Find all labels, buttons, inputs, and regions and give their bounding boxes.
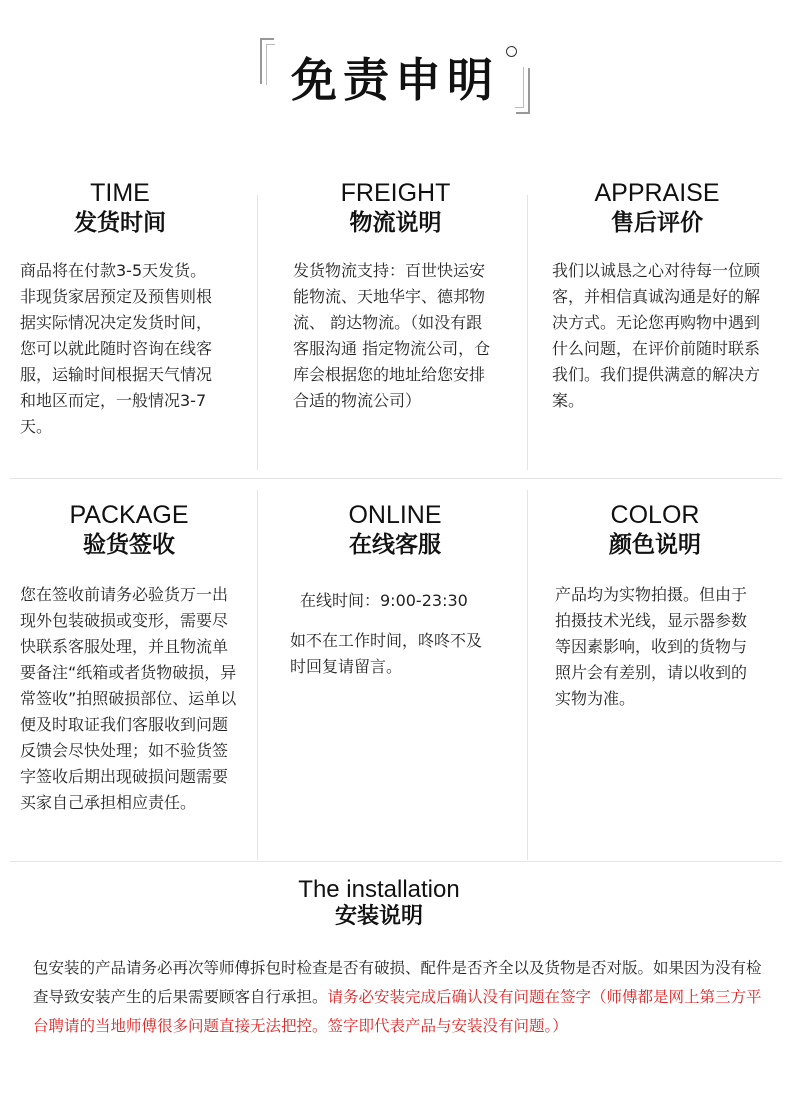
- page-title: 免责申明: [291, 53, 499, 107]
- installation-body-warning: 请务必安装完成后确认没有问题在签字（师傅都是网上第三方平台聘请的当地师傅很多问题直接无法把控。签字即代表产品与安装没有问题。）: [33, 988, 762, 1035]
- section-body: 我们以诚恳之心对待每一位顾客，并相信真诚沟通是好的解决方式。无论您再购物中遇到什么问题，在评价前随时联系我们。我们提供满意的解决方案。: [552, 261, 761, 410]
- left-corner-bracket: [260, 38, 274, 84]
- section-zh-title: 在线客服: [349, 532, 441, 558]
- section-appraise: [552, 178, 767, 414]
- section-en-title: APPRAISE: [594, 179, 720, 207]
- section-time: [20, 178, 220, 440]
- section-en-title: PACKAGE: [69, 501, 189, 529]
- divider-horizontal: [10, 478, 782, 479]
- installation-body-normal: 包安装的产品请务必再次等师傅拆包时检查是否有破损、配件是否齐全以及货物是否对版。如果因为没有检查导致安装产生的后果需要顾客自行承担。: [33, 959, 762, 1006]
- section-freight: [293, 178, 498, 414]
- section-package: [20, 500, 238, 816]
- section-zh-title: 物流说明: [349, 210, 442, 236]
- section-en-title: ONLINE: [348, 501, 442, 529]
- online-hours: 在线时间：9:00-23:30: [300, 591, 468, 610]
- section-zh-title: 颜色说明: [609, 532, 701, 558]
- right-corner-bracket: [516, 68, 530, 114]
- section-en-title: COLOR: [610, 501, 700, 529]
- title-period-mark: [506, 46, 517, 57]
- section-online: [290, 500, 495, 680]
- section-body: 您在签收前请务必验货万一出现外包装破损或变形，需要尽快联系客服处理，并且物流单要备注“纸箱或者货物破损，异常签收”拍照破损部位、运单以便及时取证我们客服收到问题反馈会尽快处理；如不验货签字签收后期出现破损问题需要买家自己承担相应责任。: [20, 585, 237, 812]
- section-body: 如不在工作时间，咚咚不及时回复请留言。: [290, 631, 483, 676]
- installation-en-title: The installation: [298, 876, 460, 903]
- divider-horizontal: [10, 861, 782, 862]
- section-zh-title: 售后评价: [611, 210, 703, 236]
- section-body: 商品将在付款3-5天发货。非现货家居预定及预售则根据实际情况决定发货时间，您可以就此随时咨询在线客服，运输时间根据天气情况和地区而定，一般情况3-7天。: [20, 261, 213, 436]
- section-zh-title: 验货签收: [83, 532, 175, 558]
- section-en-title: FREIGHT: [340, 179, 451, 207]
- installation-body: [33, 954, 768, 1041]
- title-area: [0, 30, 790, 130]
- section-en-title: TIME: [90, 179, 150, 207]
- installation-zh-title: 安装说明: [334, 904, 423, 929]
- section-body: 发货物流支持：百世快运安能物流、天地华宇、德邦物流、 韵达物流。（如没有跟客服沟通 指定物流公司，仓库会根据您的地址给您安排合适的物流公司）: [293, 261, 491, 410]
- section-zh-title: 发货时间: [74, 210, 166, 236]
- section-color: [555, 500, 760, 712]
- section-body: 产品均为实物拍摄。但由于拍摄技术光线，显示器参数等因素影响，收到的货物与照片会有差别，请以收到的实物为准。: [555, 585, 748, 708]
